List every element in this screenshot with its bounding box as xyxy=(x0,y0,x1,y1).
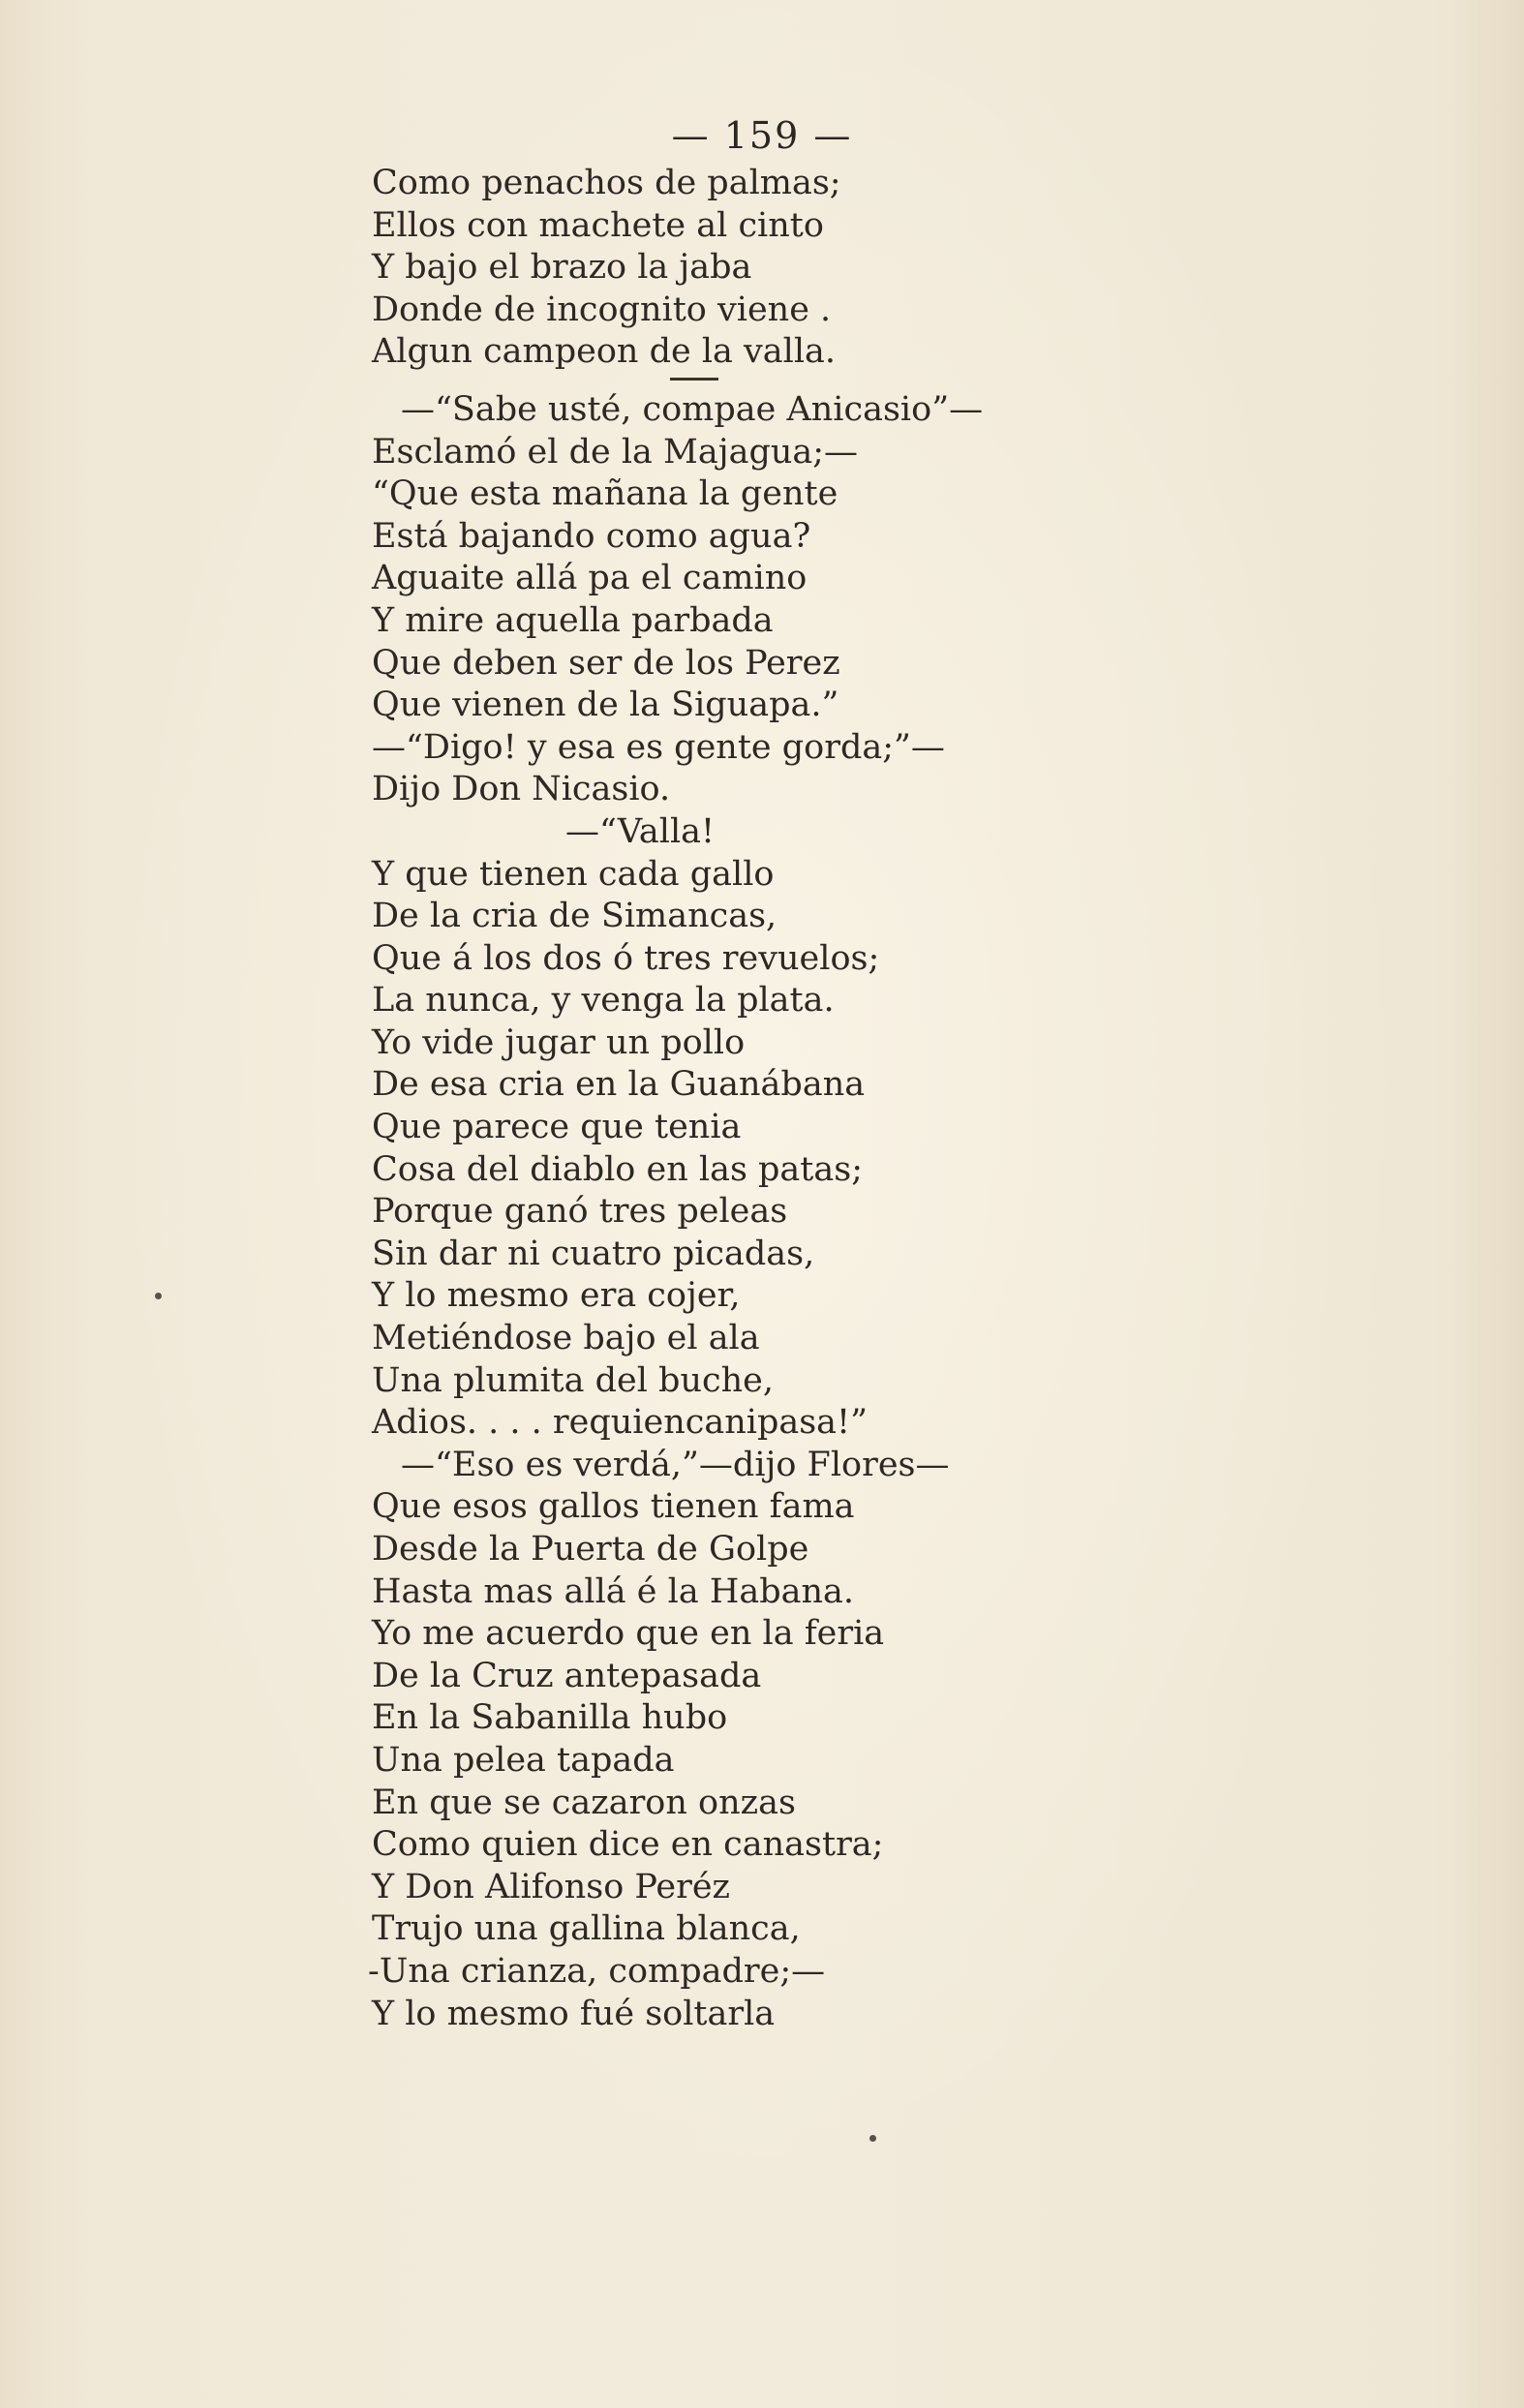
text-line: Hasta mas allá é la Habana. xyxy=(372,1571,855,1611)
text-line: Desde la Puerta de Golpe xyxy=(372,1530,809,1569)
text-line: De la Cruz antepasada xyxy=(372,1656,762,1695)
text-line: Dijo Don Nicasio. xyxy=(372,770,671,809)
text-line: Y bajo el brazo la jaba xyxy=(372,248,752,288)
section-divider xyxy=(372,374,1050,389)
ink-speck xyxy=(869,2135,876,2142)
text-line: Que á los dos ó tres revuelos; xyxy=(372,938,880,978)
text-line: Yo me acuerdo que en la feria xyxy=(372,1614,885,1654)
text-line: Y mire aquella parbada xyxy=(372,600,774,640)
text-line: Algun campeon de la valla. xyxy=(372,332,837,372)
text-line: Cosa del diablo en las patas; xyxy=(372,1149,863,1189)
poem-text xyxy=(368,163,1050,2035)
text-line: Como penachos de palmas; xyxy=(372,164,841,202)
text-line: Una plumita del buche, xyxy=(372,1360,774,1400)
text-line: Que esos gallos tienen fama xyxy=(372,1487,855,1527)
text-line: Porque ganó tres peleas xyxy=(372,1192,788,1232)
text-line: De esa cria en la Guanábana xyxy=(372,1065,866,1105)
text-line: En que se cazaron onzas xyxy=(372,1783,796,1822)
text-line: Está bajando como agua? xyxy=(372,516,811,556)
text-line: Adios. . . . requiencanipasa!” xyxy=(372,1403,869,1443)
text-line: Una pelea tapada xyxy=(372,1740,675,1780)
page-number: — 159 — xyxy=(671,114,853,157)
text-line: Yo vide jugar un pollo xyxy=(372,1022,746,1062)
text-line: Sin dar ni cuatro picadas, xyxy=(372,1234,815,1273)
text-line: Y que tienen cada gallo xyxy=(372,854,775,894)
text-line: —“Digo! y esa es gente gorda;”— xyxy=(372,727,945,767)
text-line: Esclamó el de la Majagua;— xyxy=(372,432,859,472)
text-line: Donde de incognito viene . xyxy=(372,290,832,329)
text-line: Como quien dice en canastra; xyxy=(372,1825,884,1865)
text-line: La nunca, y venga la plata. xyxy=(372,981,835,1021)
text-line: Y lo mesmo fué soltarla xyxy=(372,1994,776,2033)
text-line: Que deben ser de los Perez xyxy=(372,643,840,683)
text-line: Que vienen de la Siguapa.” xyxy=(372,686,839,725)
text-line: -Una crianza, compadre;— xyxy=(368,1951,826,1991)
text-line: Y lo mesmo era cojer, xyxy=(372,1276,741,1316)
text-line: En la Sabanilla hubo xyxy=(372,1698,728,1738)
text-line: Y Don Alifonso Peréz xyxy=(372,1867,730,1906)
text-line: —“Eso es verdá,”—dijo Flores— xyxy=(401,1445,950,1484)
text-line: —“Valla! xyxy=(565,811,716,851)
text-line: De la cria de Simancas, xyxy=(372,897,777,936)
text-line: Metiéndose bajo el ala xyxy=(372,1319,760,1358)
text-line: Ellos con machete al cinto xyxy=(372,205,824,245)
text-line: Que parece que tenia xyxy=(372,1108,742,1147)
text-line: —“Sabe usté, compae Anicasio”— xyxy=(401,389,984,429)
ink-speck xyxy=(155,1293,162,1299)
text-line: Trujo una gallina blanca, xyxy=(372,1909,801,1949)
text-line: Aguaite allá pa el camino xyxy=(372,559,808,598)
text-line: “Que esta mañana la gente xyxy=(372,474,838,514)
